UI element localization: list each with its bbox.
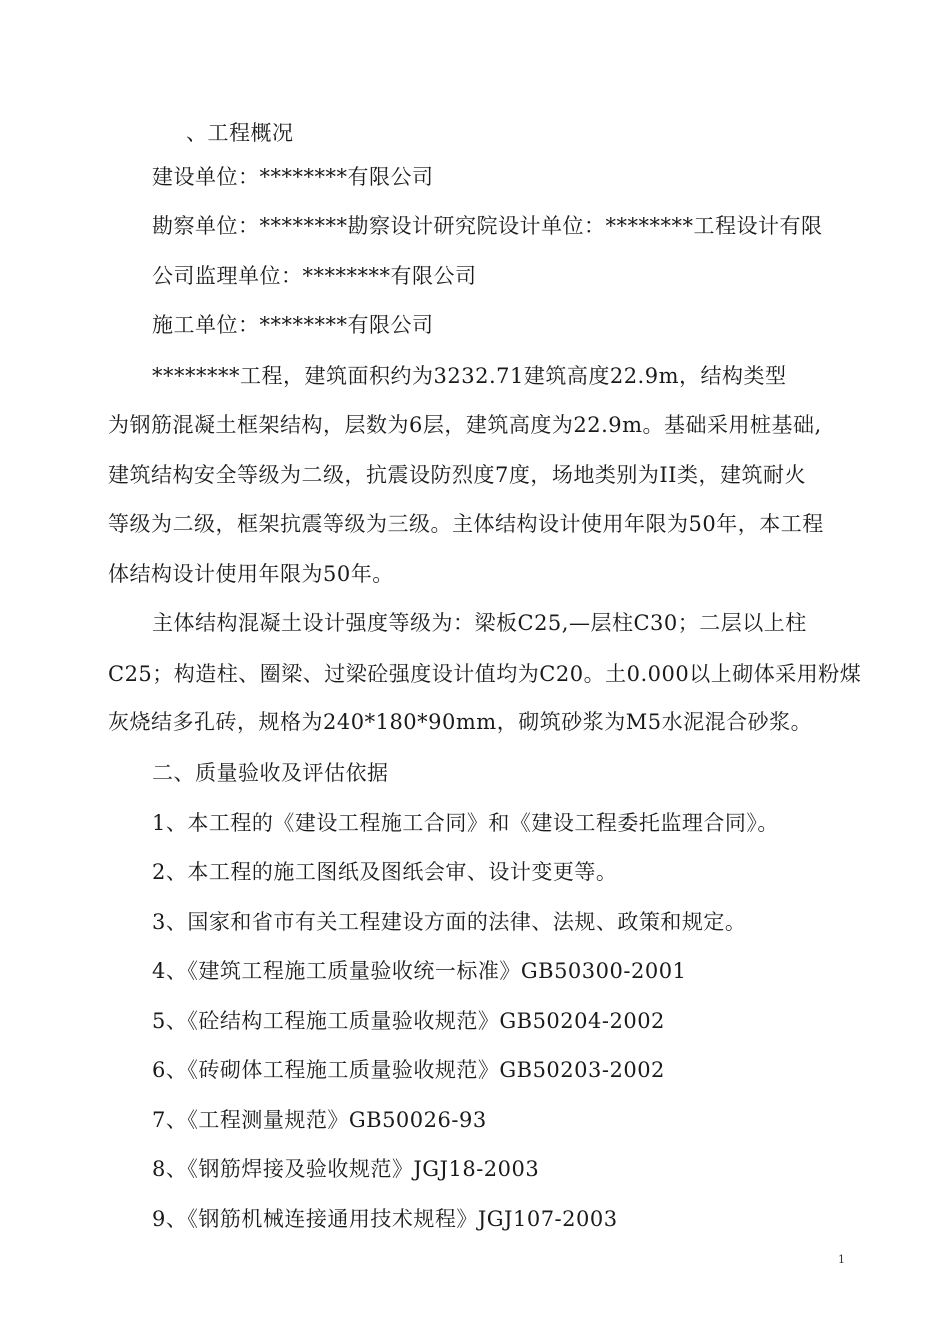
basis-list-item: 3、国家和省市有关工程建设方面的法律、法规、政策和规定。 <box>152 910 747 934</box>
overview-paragraph-line: 体结构设计使用年限为50年。 <box>108 562 394 586</box>
supervision-unit-line: 公司监理单位：********有限公司 <box>152 264 477 288</box>
basis-list-item: 6、《砖砌体工程施工质量验收规范》GB50203-2002 <box>152 1058 665 1082</box>
page-number: 1 <box>838 1253 845 1266</box>
overview-paragraph-line: ********工程，建筑面积约为3232.71建筑高度22.9m，结构类型 <box>152 364 787 388</box>
basis-list-item: 1、本工程的《建设工程施工合同》和《建设工程委托监理合同》。 <box>152 811 779 835</box>
basis-list-item: 2、本工程的施工图纸及图纸会审、设计变更等。 <box>152 860 618 884</box>
basis-list-item: 8、《钢筋焊接及验收规范》JGJ18-2003 <box>152 1157 540 1181</box>
survey-design-unit-line: 勘察单位：********勘察设计研究院设计单位：********工程设计有限 <box>152 214 823 238</box>
basis-list-item: 5、《砼结构工程施工质量验收规范》GB50204-2002 <box>152 1009 665 1033</box>
concrete-paragraph-line: 灰烧结多孔砖，规格为240*180*90mm，砌筑砂浆为M5水泥混合砂浆。 <box>108 710 813 734</box>
overview-paragraph-line: 为钢筋混凝土框架结构，层数为6层，建筑高度为22.9m。基础采用桩基础, <box>108 413 822 437</box>
build-unit-line: 施工单位：********有限公司 <box>152 313 434 337</box>
basis-list-item: 7、《工程测量规范》GB50026-93 <box>152 1108 487 1132</box>
overview-paragraph-line: 等级为二级，框架抗震等级为三级。主体结构设计使用年限为50年，本工程 <box>108 512 824 536</box>
basis-list-item: 4、《建筑工程施工质量验收统一标准》GB50300-2001 <box>152 959 687 983</box>
section-heading-project-overview: 、工程概况 <box>186 121 294 145</box>
section-heading-quality-acceptance: 二、质量验收及评估依据 <box>152 761 389 785</box>
construction-unit-line: 建设单位：********有限公司 <box>152 165 434 189</box>
concrete-paragraph-line: 主体结构混凝土设计强度等级为：梁板C25,—层柱C30；二层以上柱 <box>152 611 807 635</box>
concrete-paragraph-line: C25；构造柱、圈梁、过梁砼强度设计值均为C20。土0.000以上砌体采用粉煤 <box>108 662 862 686</box>
overview-paragraph-line: 建筑结构安全等级为二级，抗震设防烈度7度，场地类别为II类，建筑耐火 <box>108 463 806 487</box>
basis-list-item: 9、《钢筋机械连接通用技术规程》JGJ107-2003 <box>152 1207 618 1231</box>
